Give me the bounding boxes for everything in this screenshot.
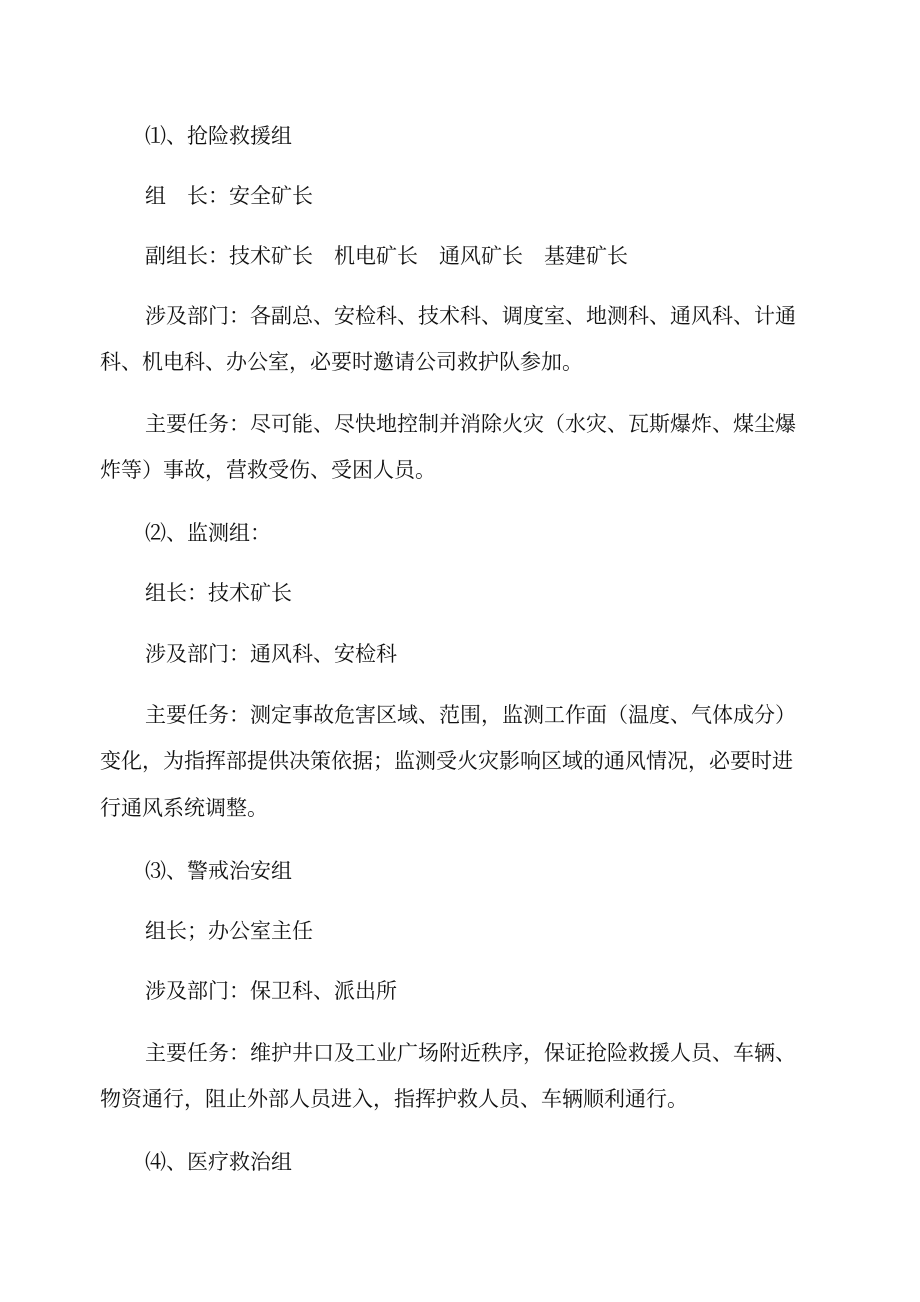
group1-heading: ⑴、抢险救援组 <box>145 124 292 148</box>
group2-heading: ⑵、监测组： <box>145 521 271 545</box>
group1-deputy-leader: 副组长：技术矿长 机电矿长 通风矿长 基建矿长 <box>145 244 628 268</box>
group1-leader: 组 长：安全矿长 <box>145 184 313 208</box>
group2-tasks: 主要任务：测定事故危害区域、范围，监测工作面（温度、气体成分） <box>145 703 796 727</box>
group2-tasks-cont-2: 行通风系统调整。 <box>100 796 268 820</box>
group2-leader: 组长：技术矿长 <box>145 581 292 605</box>
group1-departments: 涉及部门：各副总、安检科、技术科、调度室、地测科、通风科、计通 <box>145 304 796 328</box>
group3-departments: 涉及部门：保卫科、派出所 <box>145 979 397 1003</box>
group3-tasks-cont: 物资通行，阻止外部人员进入，指挥护救人员、车辆顺利通行。 <box>100 1087 688 1111</box>
group3-heading: ⑶、警戒治安组 <box>145 859 292 883</box>
group1-tasks-cont: 炸等）事故，营救受伤、受困人员。 <box>100 458 436 482</box>
group1-departments-cont: 科、机电科、办公室，必要时邀请公司救护队参加。 <box>100 350 583 374</box>
group1-tasks: 主要任务：尽可能、尽快地控制并消除火灾（水灾、瓦斯爆炸、煤尘爆 <box>145 412 796 436</box>
group2-departments: 涉及部门：通风科、安检科 <box>145 642 397 666</box>
group2-tasks-cont-1: 变化，为指挥部提供决策依据；监测受火灾影响区域的通风情况，必要时进 <box>100 749 793 773</box>
group3-tasks: 主要任务：维护井口及工业广场附近秩序，保证抢险救援人员、车辆、 <box>145 1041 796 1065</box>
group4-heading: ⑷、医疗救治组 <box>145 1150 292 1174</box>
group3-leader: 组长；办公室主任 <box>145 919 313 943</box>
